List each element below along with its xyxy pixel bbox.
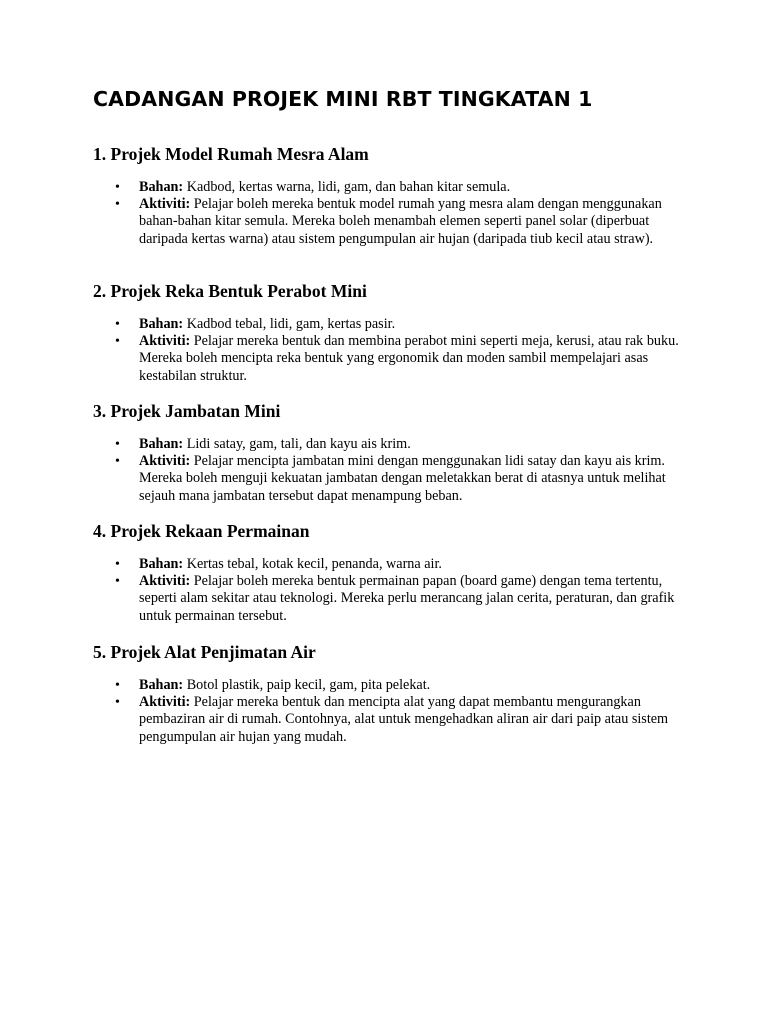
item-label: Aktiviti: xyxy=(139,453,191,470)
document-title: CADANGAN PROJEK MINI RBT TINGKATAN 1 xyxy=(93,87,593,111)
list-item-bahan xyxy=(93,179,683,196)
list-item-aktiviti xyxy=(93,694,683,746)
bullet-icon: • xyxy=(115,454,120,470)
list-item-aktiviti xyxy=(93,573,683,625)
project-section-4 xyxy=(93,520,683,624)
item-label: Aktiviti: xyxy=(139,333,191,350)
bullet-icon: • xyxy=(115,437,120,452)
item-label: Bahan: xyxy=(139,316,184,332)
project-section-3 xyxy=(93,400,683,504)
item-label: Bahan: xyxy=(139,556,184,572)
item-label: Bahan: xyxy=(139,677,184,693)
item-label: Aktiviti: xyxy=(139,196,191,213)
list-item-bahan xyxy=(93,556,683,573)
item-label: Aktiviti: xyxy=(139,694,191,711)
item-text: Pelajar mencipta jambatan mini dengan menggunakan lidi satay dan kayu ais krim. Mereka boleh menguji kekuatan jambatan dengan meletakkan berat di atasnya untuk melihat sejauh mana jambatan tersebut dapat menampung beban. xyxy=(139,453,666,504)
item-text: Pelajar mereka bentuk dan mencipta alat yang dapat membantu mengurangkan pembaziran air di rumah. Contohnya, alat untuk mengehadkan aliran air dari paip atau sistem pengumpulan air hujan yang mudah. xyxy=(139,694,669,745)
bullet-icon: • xyxy=(115,695,120,711)
bullet-icon: • xyxy=(115,678,120,693)
section-heading: 1. Projek Model Rumah Mesra Alam xyxy=(93,144,369,164)
bullet-icon: • xyxy=(115,180,120,195)
item-text: Pelajar boleh mereka bentuk model rumah yang mesra alam dengan menggunakan bahan-bahan kitar semula. Mereka boleh menambah elemen seperti panel solar (diperbuat daripada kertas warna) atau sistem pengumpulan air hujan (daripada tiub kecil atau straw). xyxy=(139,196,662,247)
item-label: Aktiviti: xyxy=(139,573,191,590)
section-heading: 3. Projek Jambatan Mini xyxy=(93,401,281,421)
item-text: Pelajar boleh mereka bentuk permainan papan (board game) dengan tema tertentu, seperti alam sekitar atau teknologi. Mereka perlu merancang jalan cerita, peraturan, dan grafik untuk permainan tersebut. xyxy=(139,573,675,624)
project-details-list xyxy=(93,436,683,505)
section-heading: 2. Projek Reka Bentuk Perabot Mini xyxy=(93,281,367,301)
bullet-icon: • xyxy=(115,574,120,590)
section-heading: 5. Projek Alat Penjimatan Air xyxy=(93,642,316,662)
item-text: Kadbod tebal, lidi, gam, kertas pasir. xyxy=(183,316,396,332)
item-label: Bahan: xyxy=(139,179,184,195)
list-item-bahan xyxy=(93,316,683,333)
list-item-bahan xyxy=(93,677,683,694)
list-item-aktiviti xyxy=(93,196,683,248)
item-label: Bahan: xyxy=(139,436,184,452)
project-section-5 xyxy=(93,641,683,745)
project-section-2 xyxy=(93,280,683,384)
list-item-aktiviti xyxy=(93,333,683,385)
bullet-icon: • xyxy=(115,317,120,332)
list-item-bahan xyxy=(93,436,683,453)
item-text: Lidi satay, gam, tali, dan kayu ais krim. xyxy=(183,436,411,452)
list-item-aktiviti xyxy=(93,453,683,505)
project-details-list xyxy=(93,316,683,385)
project-section-1 xyxy=(93,143,683,247)
item-text: Kadbod, kertas warna, lidi, gam, dan bahan kitar semula. xyxy=(183,179,511,195)
item-text: Kertas tebal, kotak kecil, penanda, warna air. xyxy=(183,556,442,572)
bullet-icon: • xyxy=(115,197,120,213)
item-text: Pelajar mereka bentuk dan membina perabot mini seperti meja, kerusi, atau rak buku. Mereka boleh mencipta reka bentuk yang ergonomik dan moden sambil mempelajari asas kestabilan struktur. xyxy=(139,333,679,384)
project-details-list xyxy=(93,556,683,625)
section-heading: 4. Projek Rekaan Permainan xyxy=(93,521,310,541)
project-details-list xyxy=(93,179,683,248)
project-details-list xyxy=(93,677,683,746)
bullet-icon: • xyxy=(115,557,120,572)
item-text: Botol plastik, paip kecil, gam, pita pelekat. xyxy=(183,677,431,693)
bullet-icon: • xyxy=(115,334,120,350)
